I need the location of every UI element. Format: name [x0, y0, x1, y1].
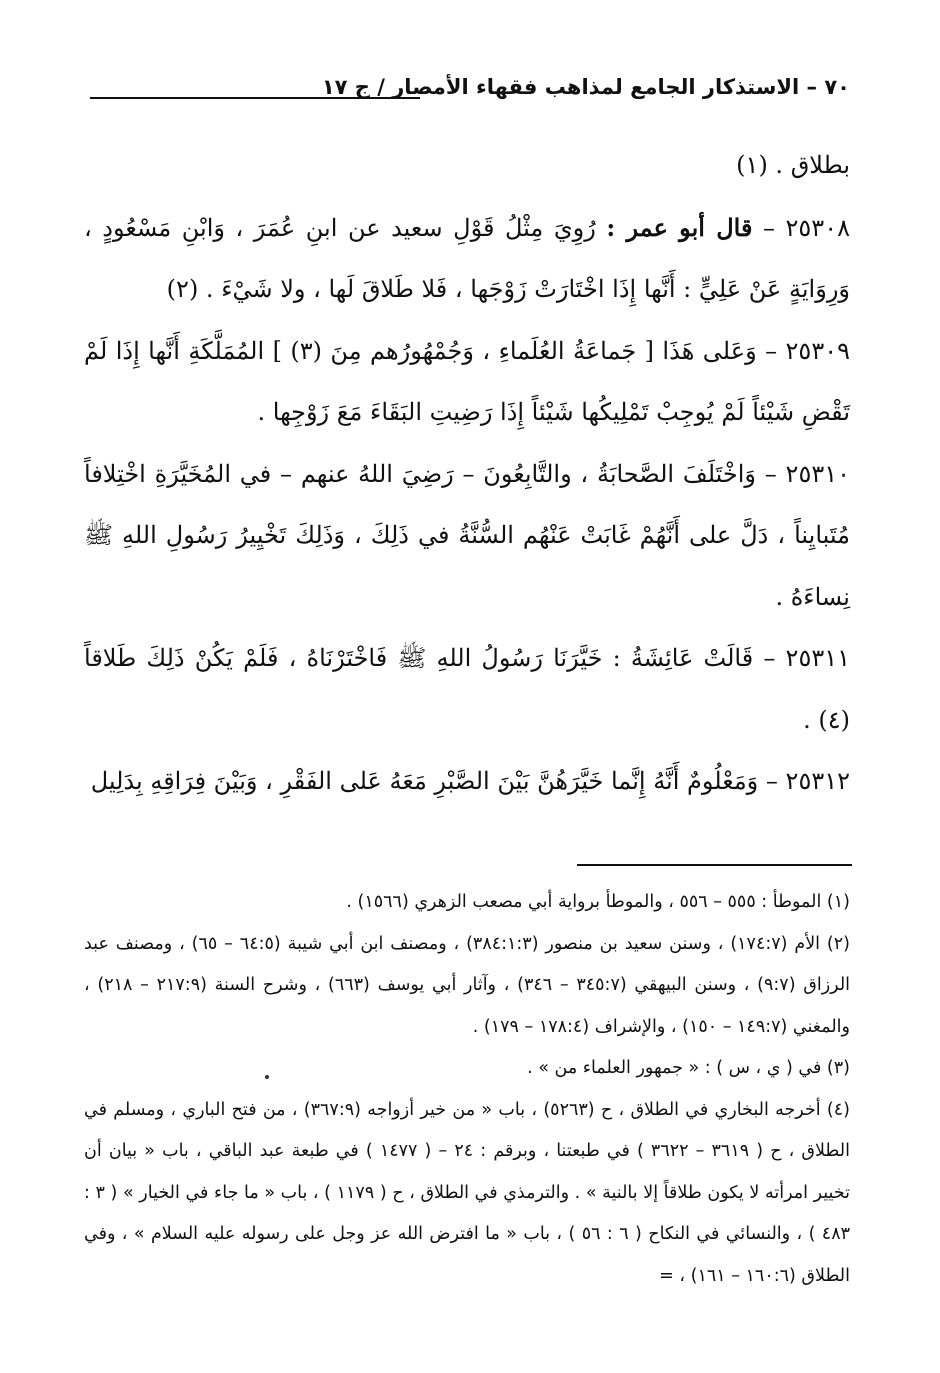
- print-speck: [265, 1075, 269, 1079]
- paragraph-text: رُوِيَ مِثْلُ قَوْلِ سعيد عن ابنِ عُمَرَ ، وَابْنِ مَسْعُودٍ ، وَرِوَايَةٍ عَنْ عَلِيٍّ : أَنَّها إِذَا اخْتَارَتْ زَوْجَها ، فَلا طَلاقَ لَها ، ولا شَيْءَ . (٢): [84, 213, 850, 303]
- paragraph-number: ٢٥٣١١ –: [763, 644, 850, 672]
- paragraph-text: قَالَتْ عَائِشَةُ : خَيَّرَنَا رَسُولُ اللهِ ﷺ فَاخْتَرْنَاهُ ، فَلَمْ يَكُنْ ذَلِكَ طَلاقاً (٤) .: [84, 644, 850, 734]
- paragraph-text: وَعَلى هَذَا [ جَماعَةُ العُلَماءِ ، وَجُمْهُورُهم مِنَ (٣) ] المُمَلَّكَةِ أَنَّها إِذَا لَمْ تَقْضِ شَيْئاً لَمْ يُوجِبْ تَمْلِيكُها شَيْئاً إِذَا رَضِيتِ البَقَاءَ مَعَ زَوْجِها .: [84, 336, 850, 426]
- main-text: [84, 135, 850, 813]
- paragraph-25310: [84, 444, 850, 629]
- paragraph-number: ٢٥٣٠٩ –: [765, 336, 850, 365]
- paragraph-text: وَمَعْلُومٌ أَنَّهُ إِنَّما خَيَّرَهُنَّ بَيْنَ الصَّبْرِ مَعَهُ عَلى الفَقْرِ ، وَبَيْنَ فِرَاقِهِ بِدَلِيل: [90, 767, 759, 795]
- paragraph-25309: [84, 321, 850, 444]
- paragraph-25308: [84, 197, 850, 321]
- speaker-label: قال أبو عمر :: [606, 212, 753, 242]
- footnote-2: (٢) الأم (١٧٤:٧) ، وسنن سعيد بن منصور (٣٨٤:١:٣) ، ومصنف ابن أبي شيبة (٦٤:٥ – ٦٥) ، ومصنف عبد الرزاق (٩:٧) ، وسنن البيهقي (٣٤٥:٧ – ٣٤٦) ، وآثار أبي يوسف (٦٦٣) ، وشرح السنة (٢١٧:٩ – ٢١٨) ، والمغني (١٤٩:٧ – ١٥٠) ، والإشراف (١٧٨:٤ – ١٧٩) .: [84, 933, 851, 1037]
- paragraph-25312: [84, 751, 850, 813]
- footnote-1: (١) الموطأ : ٥٥٥ – ٥٥٦ ، والموطأ برواية أبي مصعب الزهري (١٥٦٦) .: [346, 892, 850, 912]
- paragraph-25311: [84, 628, 850, 751]
- paragraph-number: ٢٥٣١٠ –: [764, 459, 850, 488]
- footnotes: [84, 882, 850, 1297]
- paragraph-continuation: [84, 135, 850, 197]
- paragraph-text: بطلاق . (١): [736, 151, 850, 179]
- paragraph-number: ٢٥٣١٢ –: [765, 767, 850, 795]
- paragraph-number: ٢٥٣٠٨ –: [762, 213, 850, 242]
- footnote-rule: [577, 864, 852, 866]
- footnote-4: (٤) أخرجه البخاري في الطلاق ، ح (٥٢٦٣) ، باب « من خير أزواجه (٣٦٧:٩) ، من فتح الباري ، ومسلم في الطلاق ، ح ( ٣٦١٩ – ٣٦٢٢ ) في طبعتنا ، وبرقم : ٢٤ – ( ١٤٧٧ ) في طبعة عبد الباقي ، باب « بيان أن تخيير امرأته لا يكون طلاقاً إلا بالنية » . والترمذي في الطلاق ، ح ( ١١٧٩ ) ، باب « ما جاء في الخيار » ( ٣ : ٤٨٣ ) ، والنسائي في النكاح ( ٦ : ٥٦ ) ، باب « ما افترض الله عز وجل على رسوله عليه السلام » ، وفي الطلاق (١٦٠:٦ – ١٦١) ، =: [84, 1099, 850, 1286]
- footnote-3: (٣) في ( ي ، س ) : « جمهور العلماء من » .: [527, 1058, 850, 1078]
- running-head: ٧٠ – الاستذكار الجامع لمذاهب فقهاء الأمصار / ج ١٧: [321, 75, 850, 99]
- paragraph-text: وَاخْتَلَفَ الصَّحابَةُ ، والتَّابِعُونَ – رَضِيَ اللهُ عنهم – في المُخَيَّرَةِ اخْتِلافاً مُتَبايِناً ، دَلَّ على أَنَّهُمْ غَابَتْ عَنْهُم السُّنَّةُ في ذَلِكَ ، وَذَلِكَ تَخْيِيرُ رَسُولِ اللهِ ﷺ نِساءَهُ .: [84, 459, 850, 611]
- header-rule: [90, 97, 420, 99]
